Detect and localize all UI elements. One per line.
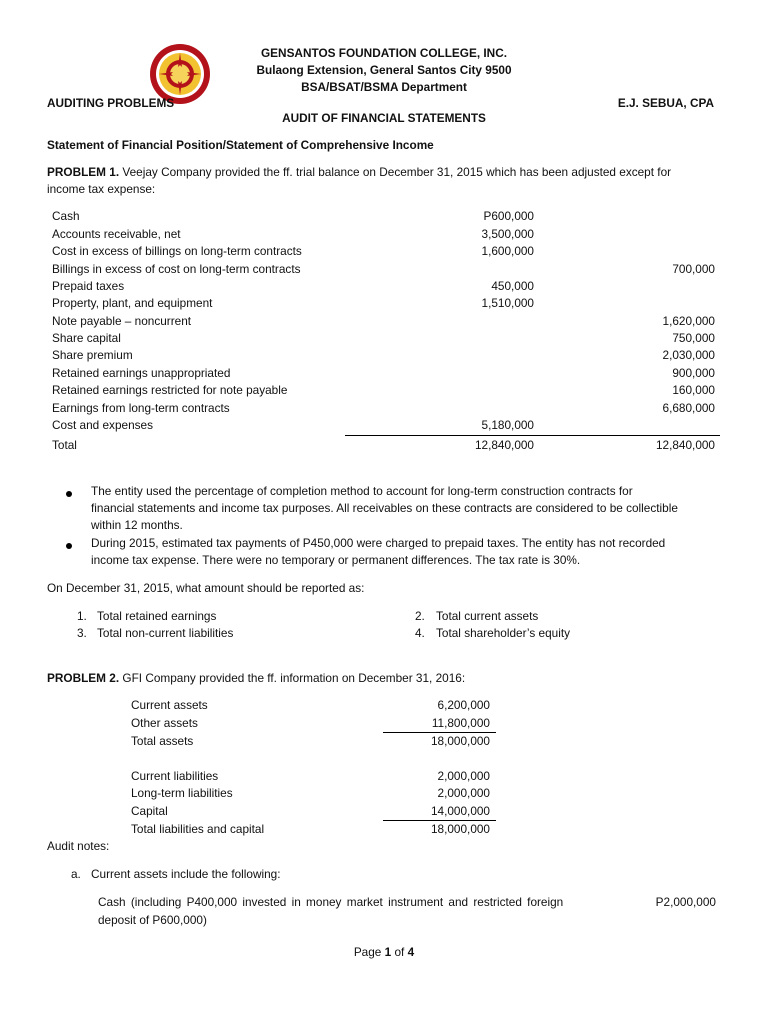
tb-debit-costs: 5,180,000: [481, 418, 534, 432]
tb-account-cash: Cash: [52, 209, 80, 223]
tb-credit-share-premium: 2,030,000: [662, 348, 715, 362]
page-prefix: Page: [353, 945, 385, 959]
bullet2-line2: income tax expense. There were no temporary or permanent differences. The tax rate is 30%.: [91, 553, 581, 567]
tb-account-cie: Cost in excess of billings on long-term contracts: [52, 244, 302, 258]
tb-debit-ppe: 1,510,000: [481, 296, 534, 310]
tb-total-credit: 12,840,000: [655, 438, 715, 452]
tb-total-debit: 12,840,000: [474, 438, 534, 452]
p2-value: 14,000,000: [430, 804, 490, 818]
tb-account-re-restricted: Retained earnings restricted for note payable: [52, 383, 288, 397]
college-name: GENSANTOS FOUNDATION COLLEGE, INC.: [261, 46, 507, 60]
note-a-letter: a.: [71, 867, 81, 881]
college-address: Bulaong Extension, General Santos City 9500: [256, 63, 512, 77]
bullet-dot: [66, 491, 72, 497]
tb-debit-prepaid: 450,000: [491, 279, 534, 293]
tb-debit-ar: 3,500,000: [481, 227, 534, 241]
cash-value: P2,000,000: [655, 895, 716, 909]
p2-label: Current assets: [131, 698, 208, 712]
tb-account-earnings: Earnings from long-term contracts: [52, 401, 230, 415]
cash-line2: deposit of P600,000): [98, 913, 207, 927]
problem2-intro: [47, 671, 465, 685]
problem1-label: PROBLEM 1.: [47, 165, 120, 179]
total-rule: [383, 732, 496, 733]
total-rule: [383, 820, 496, 821]
topic-heading: Statement of Financial Position/Statement of Comprehensive Income: [47, 138, 434, 152]
cash-line1: Cash (including P400,000 invested in money market instrument and restricted foreign: [98, 895, 564, 909]
p2-value: 2,000,000: [437, 786, 490, 800]
tb-account-share-capital: Share capital: [52, 331, 121, 345]
page-mid: of: [391, 945, 408, 959]
course-name: AUDITING PROBLEMS: [47, 96, 175, 110]
total-pages: 4: [407, 945, 415, 959]
tb-account-ar: Accounts receivable, net: [52, 227, 181, 241]
p2-value: 11,800,000: [431, 716, 490, 730]
item-text: Total retained earnings: [97, 609, 217, 623]
tb-account-bie: Billings in excess of cost on long-term contracts: [52, 262, 301, 276]
tb-credit-note: 1,620,000: [662, 314, 715, 328]
tb-account-costs: Cost and expenses: [52, 418, 153, 432]
bullet2-line1: During 2015, estimated tax payments of P450,000 were charged to prepaid taxes. The entity has not recorded: [91, 536, 666, 550]
p2-value: 2,000,000: [437, 769, 490, 783]
tb-debit-cie: 1,600,000: [481, 244, 534, 258]
problem1-intro-text: Veejay Company provided the ff. trial balance on December 31, 2015 which has been adjusted except for: [119, 165, 672, 179]
tb-account-re-unappropriated: Retained earnings unappropriated: [52, 366, 231, 380]
department-name: BSA/BSAT/BSMA Department: [301, 80, 467, 94]
p2-value: 18,000,000: [430, 734, 490, 748]
audit-notes-label: Audit notes:: [47, 839, 110, 853]
bullet1-line3: within 12 months.: [91, 518, 183, 532]
bullet1-line1: The entity used the percentage of completion method to account for long-term construction contracts for: [91, 484, 633, 498]
item-number: 4.: [415, 626, 425, 640]
item-number: 1.: [77, 609, 87, 623]
p2-label: Other assets: [131, 716, 198, 730]
p2-value: 18,000,000: [430, 822, 490, 836]
author-name: E.J. SEBUA, CPA: [617, 96, 714, 110]
item-text: Total non-current liabilities: [97, 626, 234, 640]
p2-value: 6,200,000: [437, 698, 490, 712]
p2-label: Current liabilities: [131, 769, 219, 783]
item-number: 2.: [415, 609, 425, 623]
problem2-label: PROBLEM 2.: [47, 671, 120, 685]
problem1-intro-line2: income tax expense:: [47, 182, 156, 196]
bullet1-line2: financial statements and income tax purposes. All receivables on these contracts are considered to be collectible: [91, 501, 678, 515]
tb-account-share-premium: Share premium: [52, 348, 133, 362]
tb-account-ppe: Property, plant, and equipment: [52, 296, 213, 310]
tb-account-prepaid: Prepaid taxes: [52, 279, 125, 293]
current-page: 1: [384, 945, 392, 959]
tb-credit-share-capital: 750,000: [672, 331, 715, 345]
p2-label: Total liabilities and capital: [131, 822, 265, 836]
item-number: 3.: [77, 626, 87, 640]
tb-account-note: Note payable – noncurrent: [52, 314, 192, 328]
note-a-text: Current assets include the following:: [91, 867, 281, 881]
page-number: [0, 945, 768, 959]
p2-label: Capital: [131, 804, 168, 818]
p2-label: Total assets: [131, 734, 194, 748]
item-text: Total current assets: [436, 609, 539, 623]
tb-credit-re-unappropriated: 900,000: [672, 366, 715, 380]
document-title: AUDIT OF FINANCIAL STATEMENTS: [282, 111, 486, 125]
problem1-intro: [47, 165, 671, 179]
bullet-dot: [66, 543, 72, 549]
item-text: Total shareholder’s equity: [436, 626, 570, 640]
p2-label: Long-term liabilities: [131, 786, 233, 800]
tb-total-label: Total: [52, 438, 77, 452]
tb-credit-earnings: 6,680,000: [662, 401, 715, 415]
tb-debit-cash: P600,000: [483, 209, 534, 223]
tb-credit-re-restricted: 160,000: [672, 383, 715, 397]
problem1-question: On December 31, 2015, what amount should be reported as:: [47, 581, 365, 595]
problem2-intro-text: GFI Company provided the ff. information on December 31, 2016:: [119, 671, 466, 685]
total-rule: [345, 435, 720, 436]
tb-credit-bie: 700,000: [672, 262, 715, 276]
